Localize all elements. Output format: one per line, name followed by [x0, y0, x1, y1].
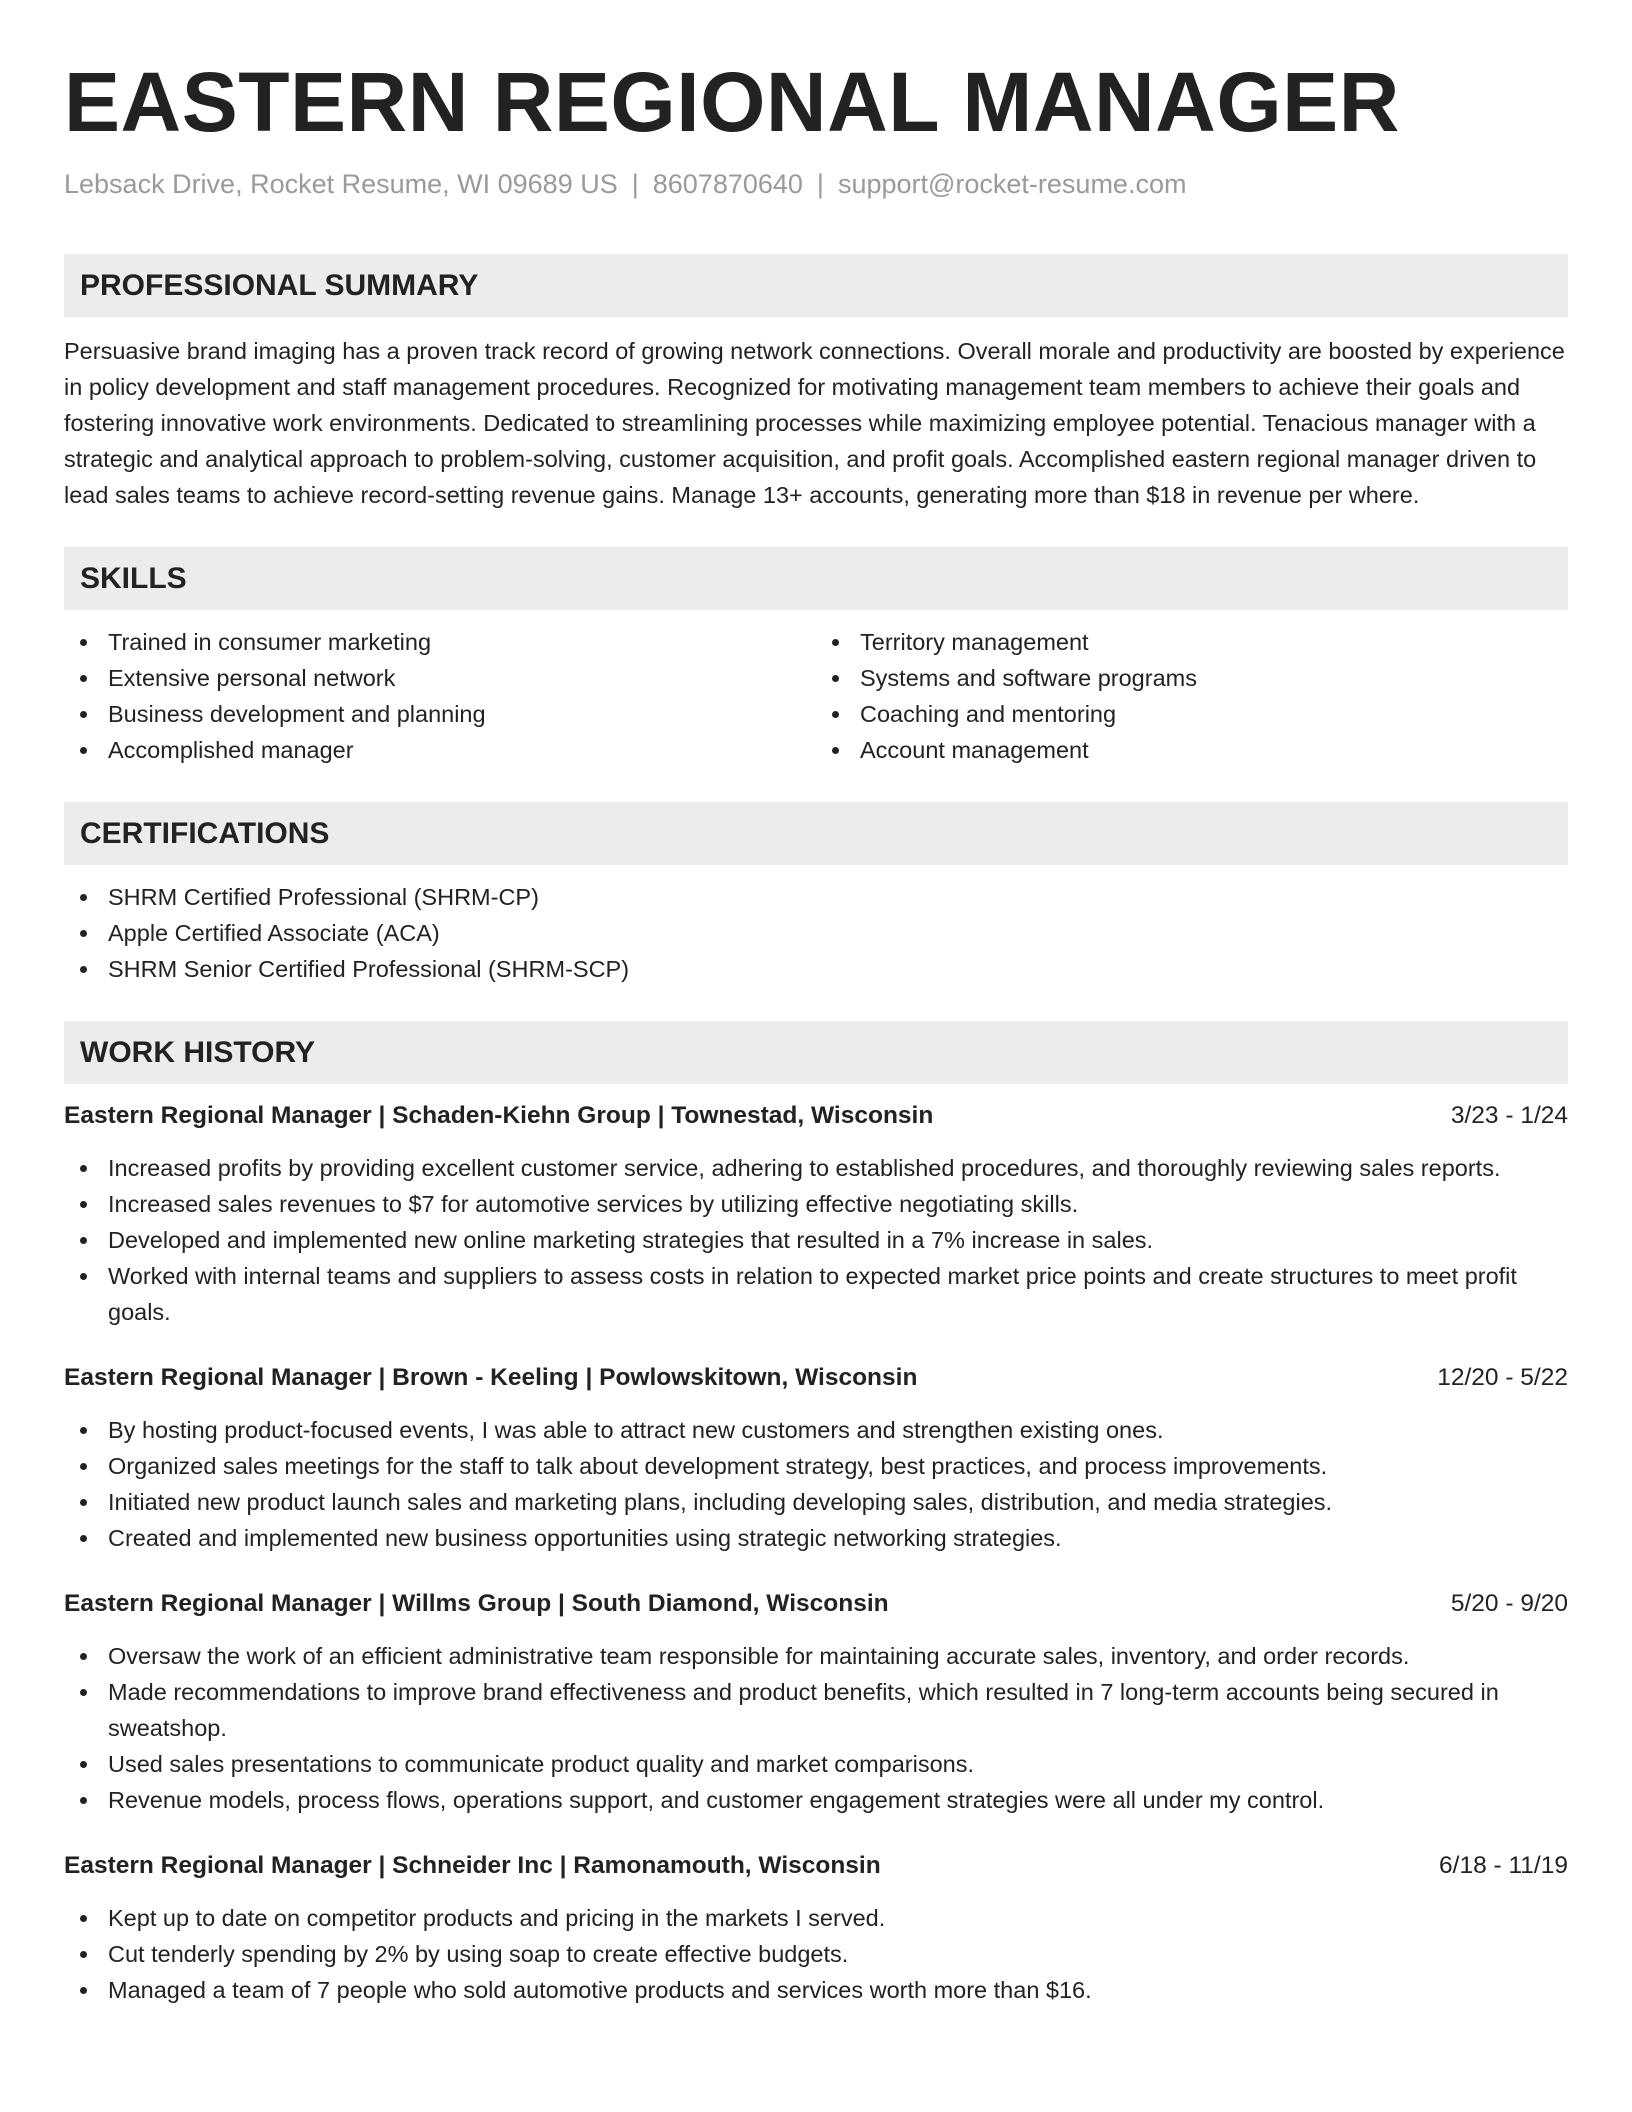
skill-item: Business development and planning: [64, 696, 816, 732]
job-bullets: [64, 1412, 1568, 1556]
job-entry: [64, 1848, 1568, 2008]
job-dates: 5/20 - 9/20: [1450, 1590, 1568, 1617]
skill-item: Account management: [816, 732, 1568, 768]
contact-phone: 8607870640: [652, 169, 803, 199]
contact-address: Lebsack Drive, Rocket Resume, WI 09689 US: [64, 169, 618, 199]
section-heading-summary: PROFESSIONAL SUMMARY: [64, 254, 1568, 317]
certification-item: SHRM Senior Certified Professional (SHRM-SCP): [64, 951, 1568, 987]
job-bullet: Cut tenderly spending by 2% by using soap to create effective budgets.: [64, 1936, 1568, 1972]
skills-grid: [64, 610, 1568, 768]
job-bullet: Made recommendations to improve brand effectiveness and product benefits, which resulted in 7 long-term accounts being secured in sweatshop.: [64, 1674, 1568, 1746]
skill-item: Extensive personal network: [64, 660, 816, 696]
job-bullet: Revenue models, process flows, operations support, and customer engagement strategies were all under my control.: [64, 1782, 1568, 1818]
skills-right-column: [816, 624, 1568, 768]
job-bullet: Developed and implemented new online marketing strategies that resulted in a 7% increase in sales.: [64, 1222, 1568, 1258]
contact-separator: |: [816, 169, 824, 199]
job-entry: [64, 1098, 1568, 1330]
job-bullet: Kept up to date on competitor products and pricing in the markets I served.: [64, 1900, 1568, 1936]
job-bullets: [64, 1900, 1568, 2008]
job-header: [64, 1360, 1568, 1396]
job-bullets: [64, 1150, 1568, 1330]
skills-left-column: [64, 624, 816, 768]
job-dates: 12/20 - 5/22: [1437, 1364, 1568, 1391]
certifications-list: [64, 879, 1568, 987]
job-bullet: By hosting product-focused events, I was able to attract new customers and strengthen existing ones.: [64, 1412, 1568, 1448]
job-bullet: Managed a team of 7 people who sold automotive products and services worth more than $16.: [64, 1972, 1568, 2008]
certification-item: Apple Certified Associate (ACA): [64, 915, 1568, 951]
job-bullet: Organized sales meetings for the staff to talk about development strategy, best practices, and process improvements.: [64, 1448, 1568, 1484]
job-title: Eastern Regional Manager | Schneider Inc | Ramonamouth, Wisconsin: [64, 1852, 881, 1879]
contact-line: [64, 166, 1568, 202]
job-bullet: Worked with internal teams and suppliers to assess costs in relation to expected market price points and create structures to meet profit goals.: [64, 1258, 1568, 1330]
skill-item: Systems and software programs: [816, 660, 1568, 696]
job-title: Eastern Regional Manager | Willms Group | South Diamond, Wisconsin: [64, 1590, 889, 1617]
job-title: Eastern Regional Manager | Schaden-Kiehn Group | Townestad, Wisconsin: [64, 1102, 934, 1129]
certification-item: SHRM Certified Professional (SHRM-CP): [64, 879, 1568, 915]
contact-email: support@rocket-resume.com: [837, 169, 1187, 199]
contact-separator: |: [631, 169, 639, 199]
job-bullet: Created and implemented new business opportunities using strategic networking strategies.: [64, 1520, 1568, 1556]
job-header: [64, 1098, 1568, 1134]
skill-item: Trained in consumer marketing: [64, 624, 816, 660]
section-heading-certifications: CERTIFICATIONS: [64, 802, 1568, 865]
skill-item: Accomplished manager: [64, 732, 816, 768]
job-title: Eastern Regional Manager | Brown - Keeling | Powlowskitown, Wisconsin: [64, 1364, 918, 1391]
summary-text: Persuasive brand imaging has a proven track record of growing network connections. Overall morale and productivity are boosted by experience in policy development and staff management procedures. Recognized for motivating management team members to achieve their goals and fostering innovative work environments. Dedicated to streamlining processes while maximizing employee potential. Tenacious manager with a strategic and analytical approach to problem-solving, customer acquisition, and profit goals. Accomplished eastern regional manager driven to lead sales teams to achieve record-setting revenue gains. Manage 13+ accounts, generating more than $18 in revenue per where.: [64, 338, 1565, 508]
section-heading-skills: SKILLS: [64, 547, 1568, 610]
job-header: [64, 1586, 1568, 1622]
job-bullets: [64, 1638, 1568, 1818]
candidate-name: EASTERN REGIONAL MANAGER: [64, 55, 1400, 149]
job-entry: [64, 1586, 1568, 1818]
job-bullet: Used sales presentations to communicate product quality and market comparisons.: [64, 1746, 1568, 1782]
skill-item: Territory management: [816, 624, 1568, 660]
job-bullet: Oversaw the work of an efficient administrative team responsible for maintaining accurate sales, inventory, and order records.: [64, 1638, 1568, 1674]
job-header: [64, 1848, 1568, 1884]
job-entry: [64, 1360, 1568, 1556]
job-dates: 3/23 - 1/24: [1450, 1102, 1568, 1129]
job-bullet: Increased profits by providing excellent customer service, adhering to established procedures, and thoroughly reviewing sales reports.: [64, 1150, 1568, 1186]
job-bullet: Increased sales revenues to $7 for automotive services by utilizing effective negotiating skills.: [64, 1186, 1568, 1222]
skill-item: Coaching and mentoring: [816, 696, 1568, 732]
job-bullet: Initiated new product launch sales and marketing plans, including developing sales, distribution, and media strategies.: [64, 1484, 1568, 1520]
section-heading-work-history: WORK HISTORY: [64, 1021, 1568, 1084]
job-dates: 6/18 - 11/19: [1439, 1852, 1568, 1879]
